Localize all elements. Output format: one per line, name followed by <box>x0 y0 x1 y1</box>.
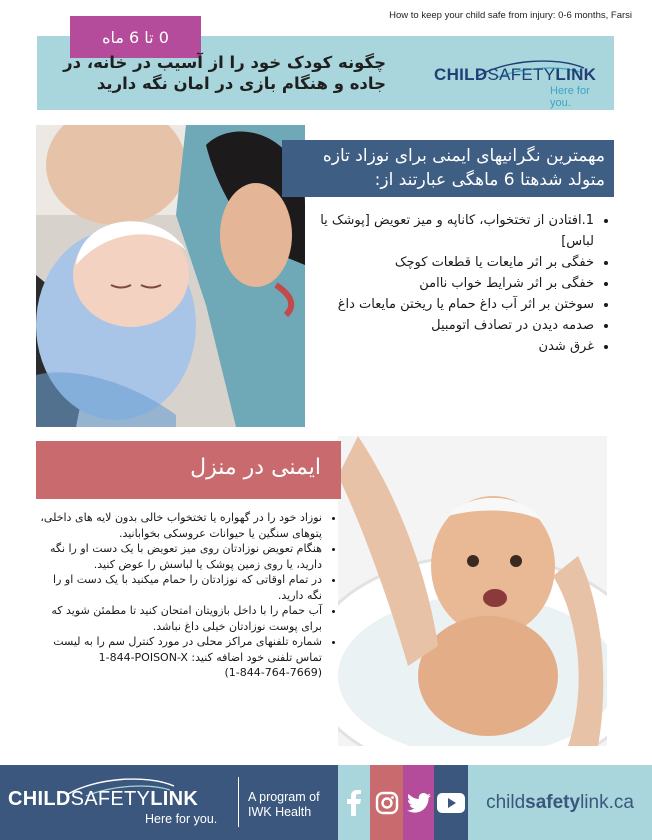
twitter-icon[interactable] <box>403 765 434 840</box>
footer-logo-text-child: CHILD <box>8 788 71 810</box>
footer-logo-text-safety: SAFETY <box>70 788 151 810</box>
list-item: • 1.افتادن از تختخواب، کاناپه و میز تعویض [پوشک یا لباس] <box>320 210 594 252</box>
list-item: • هنگام تعویض نوزادتان روی میز تعویض با یک دست او را نگه دارید، یا روی زمین پوشک یا لباسش را عوض کنید. <box>40 541 322 572</box>
footer-logo-tagline: Here for you. <box>145 812 218 826</box>
logo-tagline: Here for you. <box>550 85 590 109</box>
program-credit <box>248 790 333 820</box>
list-item: • آب حمام را با داخل بازویتان امتحان کنید تا مطمئن شوید که برای پوست نوزادتان خیلی داغ نباشد. <box>40 603 322 634</box>
logo-text-link: LINK <box>555 65 597 84</box>
list-item: • نوزاد خود را در گهواره یا تختخواب خالی بدون لایه های داخلی، پتوهای سنگین یا حیوانات عروسکی بخوابانید. <box>40 510 322 541</box>
instagram-icon[interactable] <box>370 765 403 840</box>
home-safety-list <box>40 510 336 681</box>
childsafetylink-logo <box>432 58 608 109</box>
poison-control-text: شماره تلفنهای مراکز محلی در مورد کنترل سم را به لیست تماس تلفنی خود اضافه کنید: <box>53 635 322 664</box>
website-link-part3: link.ca <box>580 791 634 813</box>
list-item: • غرق شدن <box>320 336 594 357</box>
list-item: • سوختن بر اثر آب داغ حمام یا ریختن مایعات داغ <box>320 294 594 315</box>
concerns-heading: مهمترین نگرانیهای ایمنی برای نوزاد تازه متولد شدهتا 6 ماهگی عبارتند از: <box>282 140 614 197</box>
list-item <box>40 634 322 681</box>
age-range-badge: 0 تا 6 ماه <box>70 16 201 58</box>
footer-childsafetylink-logo[interactable] <box>8 782 233 832</box>
website-link-part2: safety <box>525 791 581 813</box>
list-item: • خفگی بر اثر مایعات یا قطعات کوچک <box>320 252 594 273</box>
footer-divider <box>238 777 239 827</box>
list-item: • خفگی بر اثر شرایط خواب ناامن <box>320 273 594 294</box>
home-safety-heading: ایمنی در منزل <box>36 441 341 499</box>
footer-logo-text-link: LINK <box>150 788 199 810</box>
logo-text-child: CHILD <box>434 65 488 84</box>
list-item: • در تمام اوقاتی که نوزادتان را حمام میکنید با یک دست او را نگه دارید. <box>40 572 322 603</box>
poison-control-phone[interactable]: 1-844-POISON-X <box>98 650 188 664</box>
website-link-part1: child <box>486 791 526 813</box>
program-credit-line1: A program of <box>248 790 320 804</box>
poison-control-phone-digits[interactable]: (1-844-764-7669) <box>224 666 322 679</box>
concerns-list <box>320 210 608 357</box>
baby-bathing-photo <box>338 436 607 746</box>
logo-text-safety: SAFETY <box>487 65 556 84</box>
youtube-icon[interactable] <box>434 765 468 840</box>
facebook-icon[interactable] <box>338 765 370 840</box>
parents-holding-newborn-photo <box>36 125 305 427</box>
document-subtitle: How to keep your child safe from injury: 0-6 months, Farsi <box>389 10 632 21</box>
page-title: چگونه کودک خود را از آسیب در خانه، در جاده و هنگام بازی در امان نگه دارید <box>63 53 386 93</box>
program-credit-line2: IWK Health <box>248 805 312 819</box>
list-item: • صدمه دیدن در تصادف اتومبیل <box>320 315 594 336</box>
website-link[interactable] <box>468 765 652 840</box>
